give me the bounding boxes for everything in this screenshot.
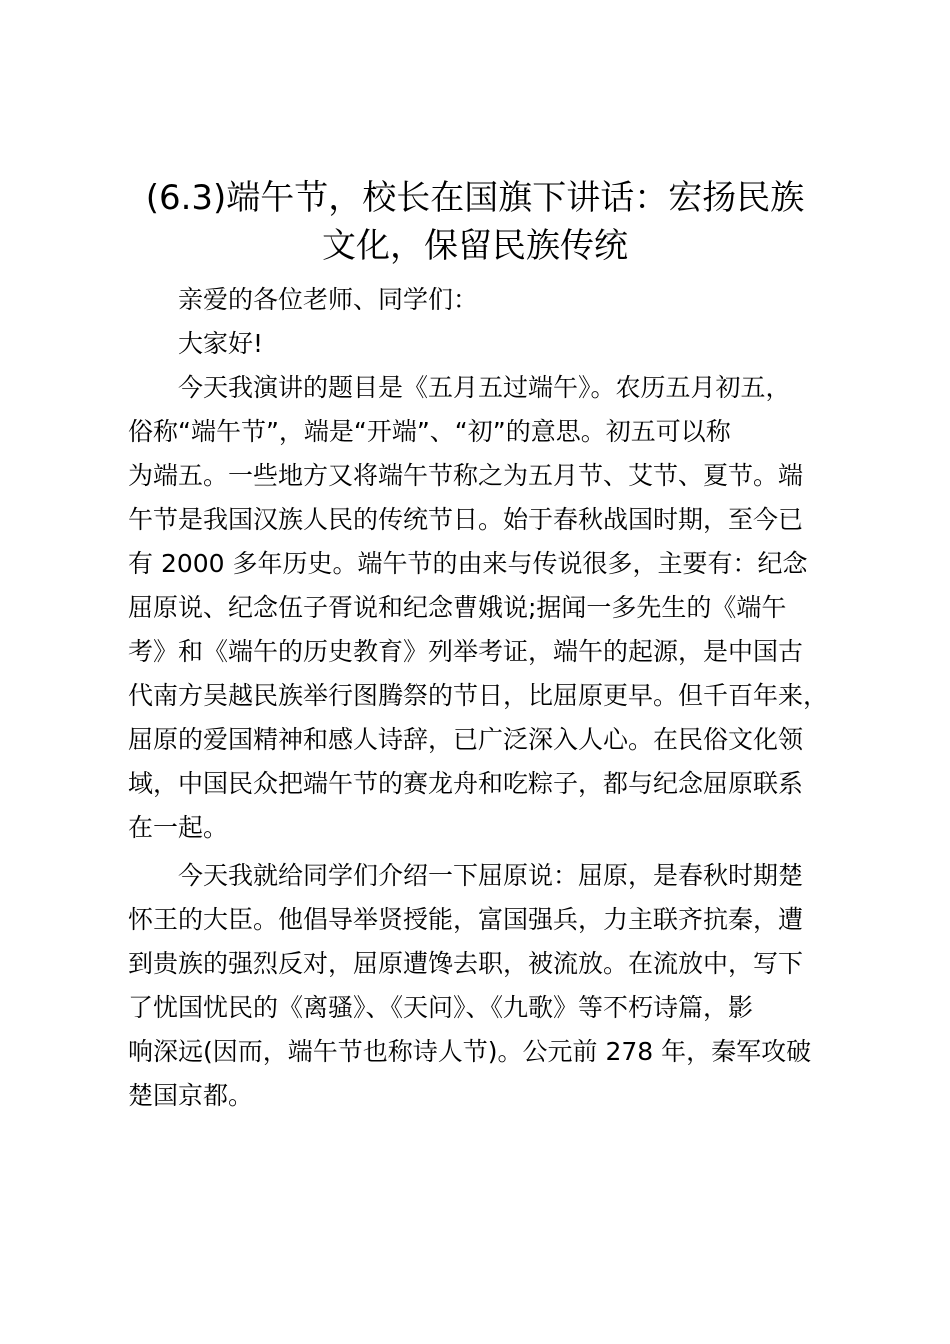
paragraph-2-line: 响深远(因而，端午节也称诗人节)。公元前 278 年，秦军攻破 xyxy=(128,1037,812,1066)
paragraph-1-line: 为端五。一些地方又将端午节称之为五月节、艾节、夏节。端 xyxy=(128,461,804,490)
paragraph-2-line: 楚国京都。 xyxy=(128,1081,254,1110)
greeting-line: 亲爱的各位老师、同学们： xyxy=(178,285,479,314)
paragraph-2-line: 了忧国忧民的《离骚》、《天问》、《九歌》等不朽诗篇，影 xyxy=(128,993,754,1022)
paragraph-1-line: 考》和《端午的历史教育》列举考证，端午的起源，是中国古 xyxy=(128,637,804,666)
paragraph-1-line: 屈原的爱国精神和感人诗辞，已广泛深入人心。在民俗文化领 xyxy=(128,725,804,754)
document-title-line-1: (6.3)端午节，校长在国旗下讲话：宏扬民族 xyxy=(145,178,805,218)
hello-line: 大家好! xyxy=(178,329,264,358)
document-title-line-2: 文化，保留民族传统 xyxy=(322,226,628,266)
paragraph-1-line: 域，中国民众把端午节的赛龙舟和吃粽子，都与纪念屈原联系 xyxy=(128,769,804,798)
paragraph-1-line: 今天我演讲的题目是《五月五过端午》。农历五月初五， xyxy=(178,373,791,402)
paragraph-1-line: 屈原说、纪念伍子胥说和纪念曹娥说;据闻一多先生的《端午 xyxy=(128,593,787,622)
paragraph-2-line: 今天我就给同学们介绍一下屈原说：屈原，是春秋时期楚 xyxy=(178,861,804,890)
paragraph-1-line: 代南方吴越民族举行图腾祭的节日，比屈原更早。但千百年来， xyxy=(128,681,829,710)
paragraph-1-line: 俗称“端午节”，端是“开端”、“初”的意思。初五可以称 xyxy=(128,417,731,446)
paragraph-2-line: 怀王的大臣。他倡导举贤授能，富国强兵，力主联齐抗秦，遭 xyxy=(128,905,804,934)
paragraph-1-line: 有 2000 多年历史。端午节的由来与传说很多，主要有：纪念 xyxy=(128,549,808,578)
paragraph-2-line: 到贵族的强烈反对，屈原遭馋去职，被流放。在流放中，写下 xyxy=(128,949,804,978)
paragraph-1-line: 午节是我国汉族人民的传统节日。始于春秋战国时期，至今已 xyxy=(128,505,804,534)
paragraph-1-line: 在一起。 xyxy=(128,813,229,842)
